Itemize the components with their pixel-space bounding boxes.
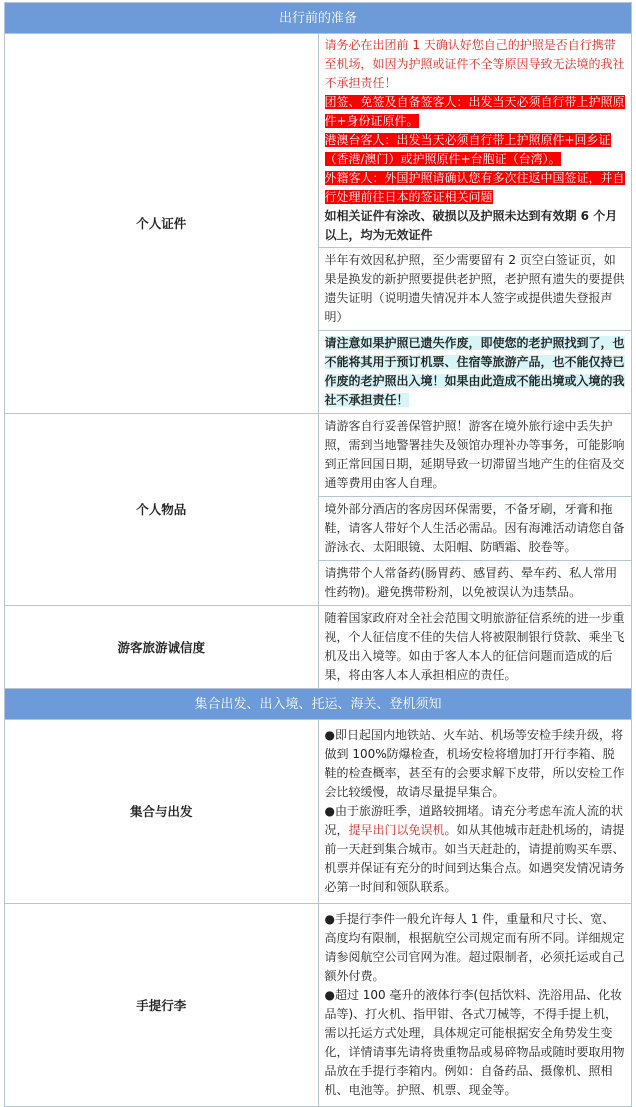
category-credit: 游客旅游诚信度 bbox=[5, 606, 319, 689]
peak-note-highlight: 提早出门以免误机 bbox=[348, 823, 445, 837]
travel-notice-page bbox=[4, 2, 632, 1107]
medicine-note: 请携带个人常备药(肠胃药、感冒药、晕车药、私人常用性药物)。避免携带粉剂，以免被误认为违禁品。 bbox=[318, 561, 632, 606]
semi-year-passport-note: 半年有效因私护照，至少需要留有 2 页空白签证页，如果是换发的新护照要提供老护照，老护照有遗失的要提供遗失证明（说明遗失情况并本人签字或提供遗失登报声明） bbox=[318, 248, 632, 331]
id-docs-requirements bbox=[318, 34, 632, 248]
section-title: 集合出发、出入境、托运、海关、登机须知 bbox=[194, 696, 442, 712]
carry-on-notes bbox=[318, 904, 632, 1107]
id-docs-warning: 请务必在出团前 1 天确认好您自己的护照是否自行携带至机场，如因为护照或证件不全等原因导致无法境的我社不承担责任！ bbox=[324, 38, 625, 90]
peak-note-end: 。如从其他城市赶赴机场的，请提前一天赶到集合城市。如当天赶赴的，请提前购买车票、机票并保证有充分的时间到达集合点。如遇突发情况请务必第一时间和领队联系。 bbox=[324, 823, 625, 894]
section-header-before-departure bbox=[5, 3, 632, 34]
travel-notice-table bbox=[4, 2, 632, 1107]
foreign-note: 外籍客人：外国护照请确认您有多次往返中国签证，并自行处理前往日本的签证相关问题 bbox=[324, 171, 625, 204]
toiletries-note: 境外部分酒店的客房因环保需要，不备牙刷，牙膏和拖鞋，请客人带好个人生活必需品。因有海滩活动请您自备游泳衣、太阳眼镜、太阳帽、防晒霜、胶卷等。 bbox=[318, 497, 632, 561]
gathering-notes bbox=[318, 720, 632, 904]
carry-on-rule: ●手提行李件一般允许每人 1 件，重量和尺寸长、宽、高度均有限制，根据航空公司规定而有所不同。详细规定请参阅航空公司官网为准。超过限制者，必须托运或自己额外付费。 bbox=[324, 912, 625, 983]
category-gathering: 集合与出发 bbox=[5, 720, 319, 904]
security-note: ●即日起国内地铁站、火车站、机场等安检手续升级，将做到 100%防爆检查，机场安检将增加打开行李箱、脱鞋的检查概率，甚至有的会要求解下皮带，所以安检工作会比较缓慢，故请尽量提早集合。 bbox=[324, 728, 625, 799]
peak-note-start: ●由于旅游旺季，道路较拥堵。请充分考虑车流人流的状况， bbox=[324, 804, 623, 837]
peak-season-note bbox=[325, 802, 626, 897]
section-header-departure bbox=[5, 689, 632, 720]
credit-note: 随着国家政府对全社会范围文明旅游征信系统的进一步重视，个人征信度不佳的失信人将被限制银行贷款、乘坐飞机及出入境等。如由于客人本人的征信问题而造成的后果，将由客人本人承担相应的责任。 bbox=[318, 606, 632, 689]
invalid-docs-note: 如相关证件有涂改、破损以及护照未达到有效期 6 个月以上，均为无效证件 bbox=[324, 209, 618, 242]
group-visa-note: 团签、免签及自备签客人：出发当天必须自行带上护照原件+身份证原件。 bbox=[324, 95, 625, 128]
category-belongings: 个人物品 bbox=[5, 414, 319, 606]
category-id-docs: 个人证件 bbox=[5, 34, 319, 414]
lost-passport-notice: 请注意如果护照已遗失作废，即使您的老护照找到了，也不能将其用于预订机票、住宿等旅游产品，也不能仅持已作废的老护照出入境！如果由此造成不能出境或入境的我社不承担责任！ bbox=[324, 336, 625, 407]
hk-mo-tw-note: 港澳台客人：出发当天必须自行带上护照原件+回乡证（香港/澳门）或护照原件+台胞证（台湾）。 bbox=[324, 133, 611, 166]
liquids-rule: ●超过 100 毫升的液体行李(包括饮料、洗浴用品、化妆品等)、打火机、指甲钳、各式刀械等，不得手提上机，需以托运方式处理，具体规定可能根据安全角势发生变化，详情请事先请将贵重物品或易碎物品或随时要取用物品放在手提行李箱内。例如：自备药品、摄像机、照相机、电池等。护照、机票、现金等。 bbox=[324, 988, 625, 1097]
passport-keep-note: 请游客自行妥善保管护照！游客在境外旅行途中丢失护照，需到当地警署挂失及领馆办理补办等事务，可能影响到正常回国日期，延期导致一切滞留当地产生的住宿及交通等费用由客人自理。 bbox=[318, 414, 632, 497]
section-title: 出行前的准备 bbox=[278, 10, 357, 26]
lost-passport-cell bbox=[318, 331, 632, 414]
category-carry-on: 手提行李 bbox=[5, 904, 319, 1107]
